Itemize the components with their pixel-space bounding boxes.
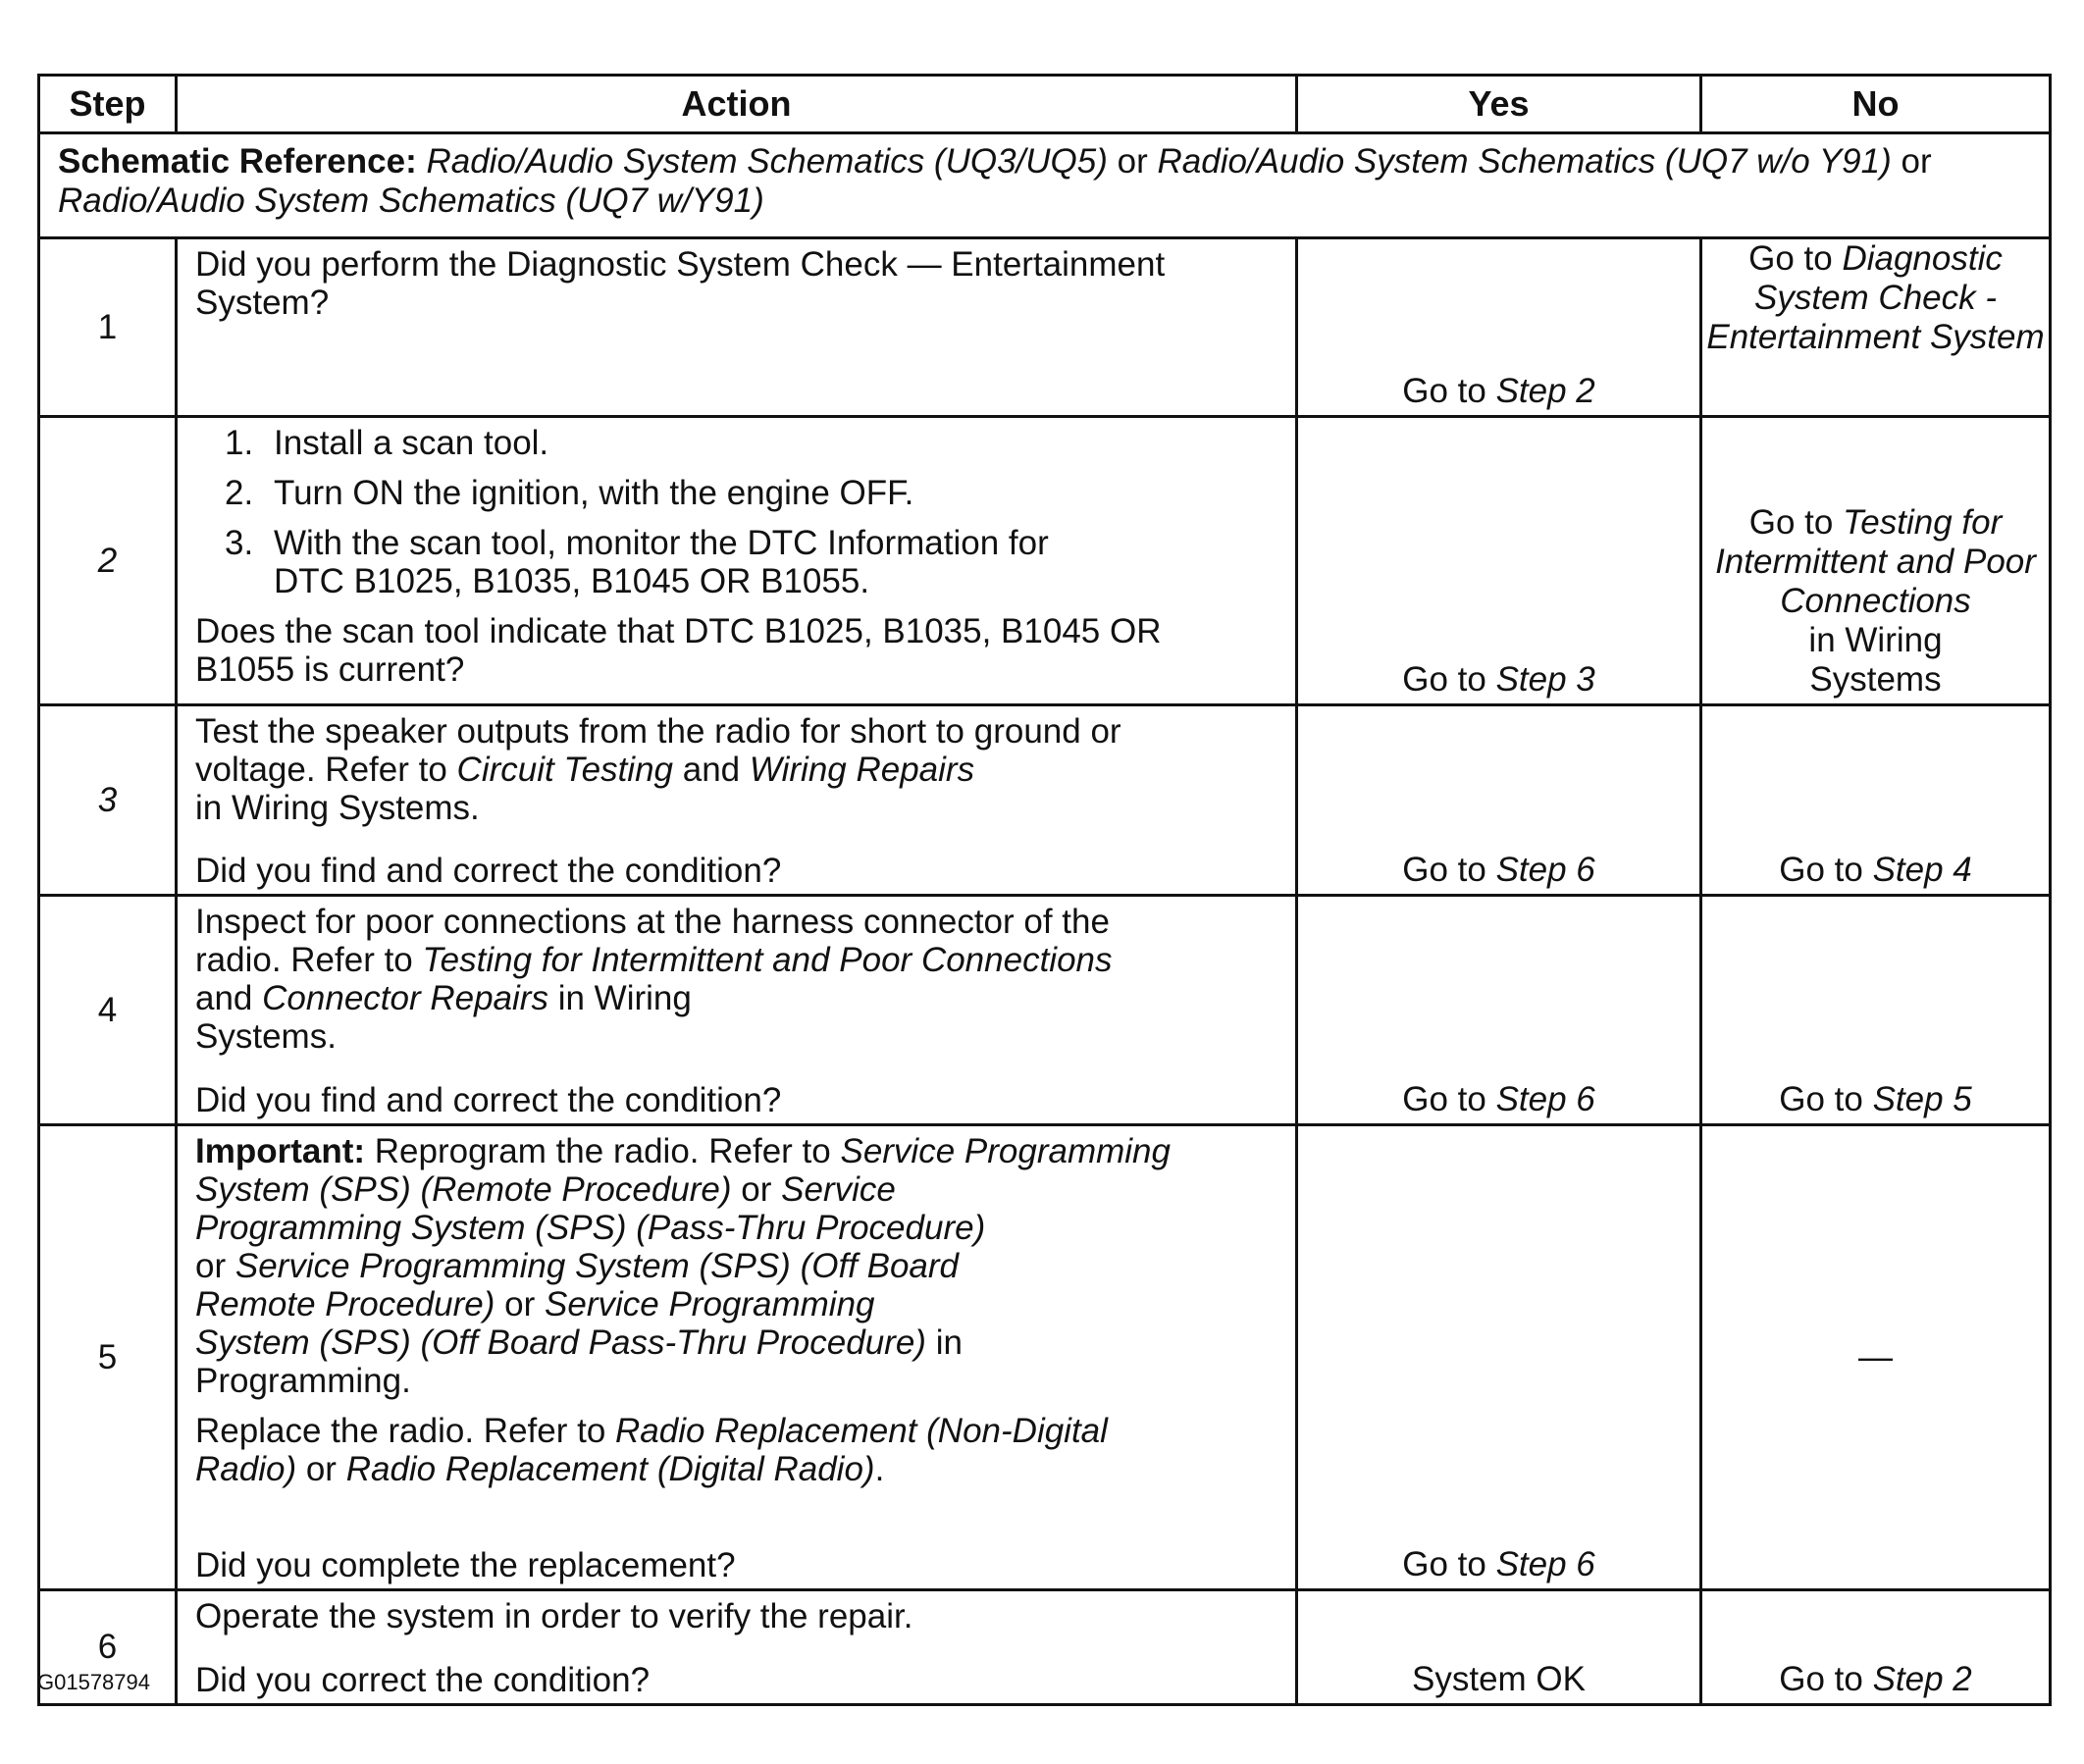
doc-link[interactable]: Diagnostic — [1842, 239, 2003, 278]
question-text: Did you complete the replacement? — [195, 1546, 736, 1584]
schematic-reference-row — [39, 133, 2051, 238]
action-text: Systems. — [195, 1017, 337, 1056]
action-cell — [177, 238, 1297, 417]
figure-id: G01578794 — [37, 1670, 150, 1694]
doc-link[interactable]: System Check - — [1754, 279, 1997, 317]
yes-cell — [1297, 1125, 1701, 1590]
doc-link[interactable]: Connections — [1780, 582, 1971, 620]
goto-text: Go to — [1779, 1080, 1863, 1118]
doc-link[interactable]: Entertainment System — [1706, 318, 2045, 356]
table-row — [39, 1125, 2051, 1590]
doc-link[interactable]: Remote Procedure) — [195, 1285, 495, 1323]
doc-link[interactable]: Testing for Intermittent and Poor Connections — [422, 941, 1113, 979]
yes-cell — [1297, 417, 1701, 705]
header-action: Action — [177, 76, 1297, 133]
action-text: . — [874, 1450, 885, 1488]
no-text: in Wiring — [1808, 621, 1943, 659]
yes-cell — [1297, 1590, 1701, 1705]
action-cell — [177, 705, 1297, 896]
action-text — [195, 1209, 1277, 1247]
action-text: Replace the radio. Refer to — [195, 1412, 606, 1450]
action-text: voltage. Refer to — [195, 751, 447, 789]
list-item: 2. Turn ON the ignition, with the engine OFF. — [225, 474, 914, 512]
doc-link[interactable]: Radio Replacement (Digital Radio) — [345, 1450, 875, 1488]
header-no: No — [1701, 76, 2051, 133]
doc-link[interactable]: Wiring Repairs — [749, 751, 975, 789]
table-row — [39, 705, 2051, 896]
header-yes: Yes — [1297, 76, 1701, 133]
doc-link[interactable]: System (SPS) (Off Board Pass-Thru Procedure) — [195, 1323, 926, 1362]
table-row — [39, 238, 2051, 417]
no-cell — [1701, 705, 2051, 896]
step-link[interactable]: Step 5 — [1872, 1080, 1972, 1118]
action-text: Did you perform the Diagnostic System Check — Entertainment — [195, 245, 1166, 284]
doc-link[interactable]: Radio Replacement (Non-Digital — [615, 1412, 1108, 1450]
doc-link[interactable]: Circuit Testing — [456, 751, 674, 789]
step-number: 1 — [39, 238, 177, 417]
schematic-ref-3: Radio/Audio System Schematics (UQ7 w/Y91) — [58, 182, 764, 220]
action-text: or — [504, 1285, 536, 1323]
action-text — [195, 751, 1277, 789]
action-text: Test the speaker outputs from the radio for short to ground or — [195, 712, 1121, 751]
action-text: Reprogram the radio. Refer to — [374, 1132, 831, 1170]
action-text — [195, 1450, 1277, 1488]
yes-text: System OK — [1412, 1660, 1586, 1698]
goto-text: Go to — [1748, 239, 1833, 278]
goto-text: Go to — [1402, 1080, 1486, 1118]
question-text: Did you find and correct the condition? — [195, 1081, 782, 1119]
no-dash: — — [1858, 1337, 1893, 1376]
action-text: System? — [195, 284, 330, 322]
table-row — [39, 1590, 2051, 1705]
or-text: or — [1901, 142, 1932, 181]
question-text: Does the scan tool indicate that DTC B1025, B1035, B1045 OR — [195, 612, 1162, 650]
important-label: Important: — [195, 1132, 366, 1170]
goto-text: Go to — [1402, 1545, 1486, 1583]
diagnostic-table — [37, 74, 2052, 1706]
no-cell — [1701, 238, 2051, 417]
doc-link[interactable]: Service Programming — [840, 1132, 1171, 1170]
goto-text: Go to — [1402, 660, 1486, 699]
schematic-ref-1: Radio/Audio System Schematics (UQ3/UQ5) — [426, 142, 1108, 181]
action-text — [195, 1247, 1277, 1285]
step-link[interactable]: Step 6 — [1495, 851, 1595, 889]
schematic-reference — [39, 133, 2051, 238]
question-text: B1055 is current? — [195, 650, 465, 689]
table-row — [39, 417, 2051, 705]
action-text — [195, 1132, 1277, 1170]
yes-cell — [1297, 896, 1701, 1125]
action-text: or — [195, 1247, 227, 1285]
action-text: and — [195, 979, 253, 1017]
action-text: Programming. — [195, 1362, 411, 1400]
instruction-list — [195, 424, 1277, 600]
list-item-text: Turn ON the ignition, with the engine OFF. — [274, 474, 914, 512]
no-cell — [1701, 1125, 2051, 1590]
no-cell — [1701, 417, 2051, 705]
step-link[interactable]: Step 2 — [1872, 1660, 1972, 1698]
doc-link[interactable]: Service Programming System (SPS) (Off Board — [234, 1247, 960, 1285]
doc-link[interactable]: System (SPS) (Remote Procedure) — [195, 1170, 732, 1209]
step-link[interactable]: Step 4 — [1872, 851, 1972, 889]
no-text: Systems — [1809, 660, 1942, 699]
doc-link[interactable]: Intermittent and Poor — [1715, 543, 2036, 581]
yes-cell — [1297, 238, 1701, 417]
yes-cell — [1297, 705, 1701, 896]
action-text — [195, 941, 1277, 979]
question-text: Did you correct the condition? — [195, 1661, 651, 1699]
action-text: in — [935, 1323, 963, 1362]
action-text: radio. Refer to — [195, 941, 413, 979]
action-text — [195, 1412, 1277, 1450]
doc-link[interactable]: Programming System (SPS) (Pass-Thru Procedure) — [195, 1209, 986, 1247]
step-number: 5 — [39, 1125, 177, 1590]
schematic-reference-label: Schematic Reference: — [58, 142, 417, 181]
doc-link[interactable]: Service — [781, 1170, 896, 1209]
action-text — [195, 1170, 1277, 1209]
schematic-ref-2: Radio/Audio System Schematics (UQ7 w/o Y91) — [1157, 142, 1892, 181]
step-link[interactable]: Step 6 — [1495, 1080, 1595, 1118]
action-text — [195, 1323, 1277, 1362]
action-text: Operate the system in order to verify the repair. — [195, 1597, 913, 1635]
list-item-text: With the scan tool, monitor the DTC Information for — [274, 524, 1049, 562]
action-text: Inspect for poor connections at the harness connector of the — [195, 903, 1110, 941]
or-text: or — [1117, 142, 1148, 181]
no-cell — [1701, 1590, 2051, 1705]
action-text: in Wiring — [557, 979, 692, 1017]
action-text — [195, 1285, 1277, 1323]
action-text — [195, 979, 1277, 1017]
doc-link[interactable]: Radio) — [195, 1450, 297, 1488]
doc-link[interactable]: Testing for — [1843, 503, 2003, 542]
step-link[interactable]: Step 3 — [1495, 660, 1595, 699]
step-number: 4 — [39, 896, 177, 1125]
step-link[interactable]: Step 6 — [1495, 1545, 1595, 1583]
step-number: 3 — [39, 705, 177, 896]
list-item-text: Install a scan tool. — [274, 424, 549, 462]
step-link[interactable]: Step 2 — [1495, 372, 1595, 410]
goto-text: Go to — [1748, 503, 1834, 542]
step-number: 6 — [39, 1590, 177, 1705]
header-step: Step — [39, 76, 177, 133]
action-cell — [177, 1125, 1297, 1590]
no-cell — [1701, 896, 2051, 1125]
goto-text: Go to — [1779, 1660, 1863, 1698]
list-item: 1. Install a scan tool. — [225, 424, 549, 462]
question-text: Did you find and correct the condition? — [195, 852, 782, 890]
table-row — [39, 896, 2051, 1125]
action-text: and — [682, 751, 741, 789]
goto-text: Go to — [1402, 851, 1486, 889]
action-text: or — [305, 1450, 337, 1488]
goto-text: Go to — [1779, 851, 1863, 889]
action-text: in Wiring Systems. — [195, 789, 480, 827]
doc-link[interactable]: Connector Repairs — [262, 979, 548, 1017]
action-cell — [177, 1590, 1297, 1705]
action-text: or — [741, 1170, 772, 1209]
list-item-text: DTC B1025, B1035, B1045 OR B1055. — [274, 562, 870, 600]
doc-link[interactable]: Service Programming — [545, 1285, 875, 1323]
step-number: 2 — [39, 417, 177, 705]
action-cell — [177, 896, 1297, 1125]
goto-text: Go to — [1402, 372, 1486, 410]
header-row — [39, 76, 2051, 133]
action-cell — [177, 417, 1297, 705]
list-item: 3. With the scan tool, monitor the DTC Information for DTC B1025, B1035, B1045 OR B1055. — [225, 524, 1049, 600]
